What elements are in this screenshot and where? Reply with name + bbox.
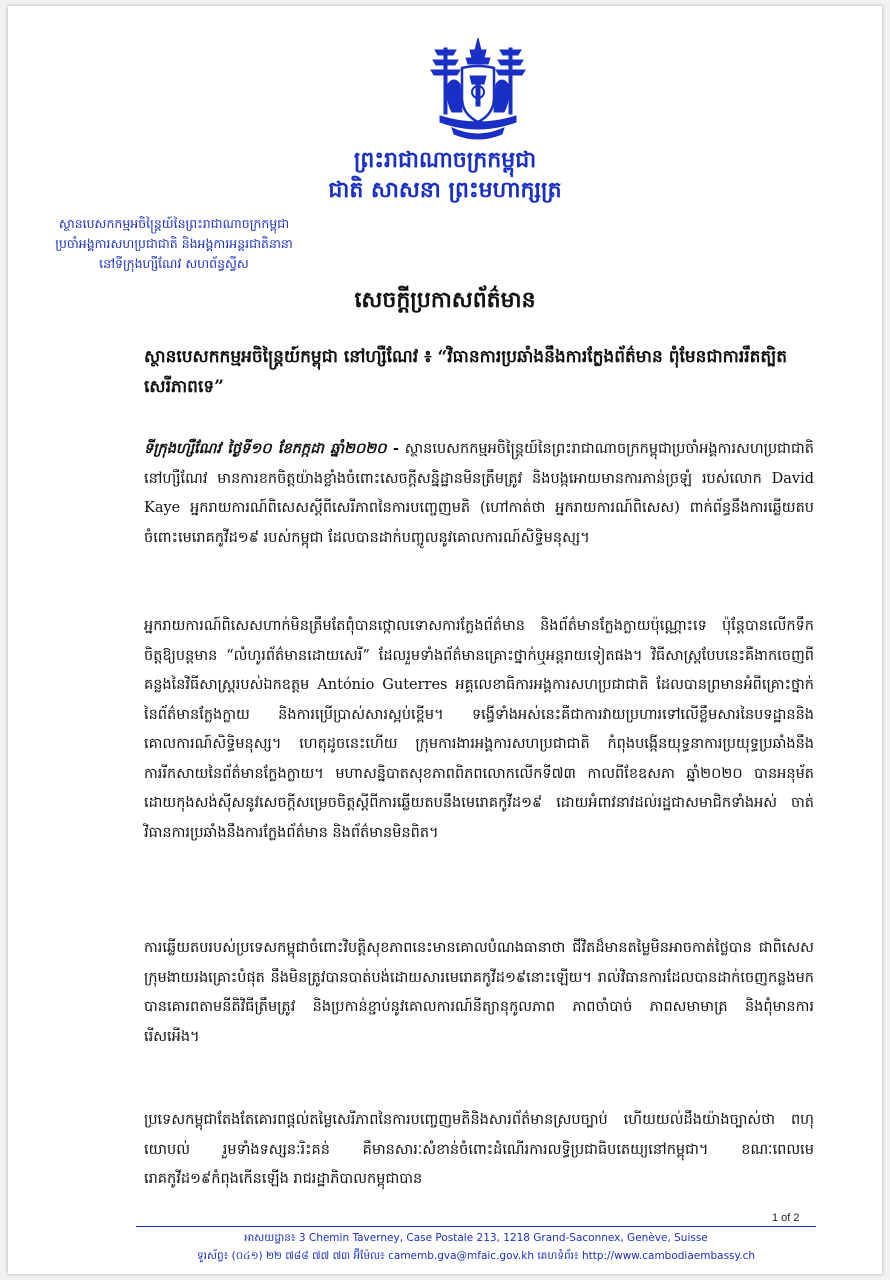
footer-contact: ទូរស័ព្ទ៖ (០៤១) ២២ ៧៨៨ ៧៧ ៧៣ អ៊ីម៉ែល៖ camemb.gva@mfaic.gov.kh គេហទំព័រ៖ http://www.cambodiaembassy.ch	[197, 1250, 755, 1262]
footer-address: អាសយដ្ឋាន៖ 3 Chemin Taverney, Case Postale 213, 1218 Grand-Saconnex, Genève, Suisse	[244, 1232, 708, 1244]
body-paragraph	[144, 1106, 814, 1195]
national-motto: ជាតិ សាសនា ព្រះមហាក្សត្រ	[328, 177, 562, 203]
sender-line: ប្រចាំអង្គការសហប្រជាជាតិ និងអង្គការអន្តរជាតិនានា	[55, 236, 293, 251]
document-subject: ស្ថានបេសកកម្មអចិន្ត្រៃយ៍កម្ពុជា នៅហ្សឺណែវ ៖ “វិធានការប្រឆាំងនឹងការក្លែងព័ត៌មាន ពុំមែនជាការរឹតត្បិតសេរីភាពទេ”	[144, 347, 788, 397]
document-title: សេចក្តីប្រកាសព័ត៌មាន	[354, 287, 536, 313]
body-paragraph	[144, 934, 814, 1052]
paragraph-text: អ្នករាយការណ៍ពិសេសហាក់មិនត្រឹមតែពុំបានថ្កោលទោសការក្លែងព័ត៌មាន និងព័ត៌មានក្លែងក្លាយប៉ុណ្ណោះទេ ប៉ុន្តែបានលើកទឹកចិត្តឱ្យបន្តមាន “លំហូរព័ត៌មានដោយសេរី” ដែលរួមទាំងព័ត៌មានគ្រោះថ្នាក់ឬអន្តរាយទៀតផង។ វិធីសាស្ត្របែបនេះគឺងាកចេញពីគន្លងនៃវិធីសាស្ត្ររបស់ឯកឧត្តម António Guterres អគ្គលេខាធិការអង្គការសហប្រជាជាតិ ដែលបានព្រមានអំពីគ្រោះថ្នាក់នៃព័ត៌មានក្លែងក្លាយ និងការប្រើប្រាស់សារស្អប់ខ្ពើម។ ទង្វើទាំងអស់នេះគឺជាការវាយប្រហារទៅលើខ្លឹមសារនៃបទដ្ឋាននិងគោលការណ៍សិទ្ធិមនុស្ស។ ហេតុដូចនេះហើយ ក្រុមការងារអង្គការសហប្រជាជាតិ កំពុងបង្កើនយុទ្ធនាការប្រយុទ្ធប្រឆាំងនឹងការរីកសាយនៃព័ត៌មានក្លែងក្លាយ។ មហាសន្និបាតសុខភាពពិភពលោកលើកទី៧៣ កាលពីខែឧសភា ឆ្នាំ២០២០ បានអនុម័តដោយកុងសង់ស៊ីសនូវសេចក្តីសម្រេចចិត្តស្តីពីការឆ្លើយតបនឹងមេរោគកូវីដ១៩ ដោយអំពាវនាវដល់រដ្ឋជាសមាជិកទាំងអស់ ចាត់វិធានការប្រឆាំងនឹងការក្លែងព័ត៌មាន និងព័ត៌មានមិនពិត។	[144, 618, 814, 841]
paragraph-text: ការឆ្លើយតបរបស់ប្រទេសកម្ពុជាចំពោះវិបត្តិសុខភាពនេះមានគោលបំណងធានាថា ជីវិតដ៏មានតម្លៃមិនអាចកាត់ថ្លៃបាន ជាពិសេសក្រុមងាយរងគ្រោះបំផុត នឹងមិនត្រូវបានបាត់បង់ដោយសារមេរោគកូវីដ១៩នោះឡើយ។ រាល់វិធានការដែលបានដាក់ចេញកន្លងមក បានគោរពតាមនីតិវិធីត្រឹមត្រូវ និងប្រកាន់ខ្ជាប់នូវគោលការណ៍នីត្យានុកូលភាព ភាពចាំបាច់ ភាពសមាមាត្រ និងពុំមានការរើសអើង។	[144, 940, 814, 1045]
page-number: 1 of 2	[772, 1212, 800, 1224]
paragraph-text: ស្ថានបេសកកម្មអចិន្ត្រៃយ៍នៃព្រះរាជាណាចក្រកម្ពុជាប្រចាំអង្គការសហប្រជាជាតិ នៅហ្សឺណែវ មានការខកចិត្តយ៉ាងខ្លាំងចំពោះសេចក្តីសន្និដ្ឋានមិនត្រឹមត្រូវ និងបង្កអោយមានការភាន់ច្រឡំ របស់លោក David Kaye អ្នករាយការណ៍ពិសេសស្តីពីសេរីភាពនៃការបញ្ចេញមតិ (ហៅកាត់ថា អ្នករាយការណ៍ពិសេស) ពាក់ព័ន្ធនឹងការឆ្លើយតបចំពោះមេរោគកូវីដ១៩ របស់កម្ពុជា ដែលបានដាក់បញ្ចូលនូវគោលការណ៍សិទ្ធិមនុស្ស។	[144, 441, 814, 546]
body-paragraph	[144, 612, 814, 848]
sender-block	[26, 214, 322, 274]
kingdom-name: ព្រះរាជាណាចក្រកម្ពុជា	[353, 147, 537, 173]
letter-page	[8, 6, 882, 1274]
dateline: ទីក្រុងហ្សឺណែវ ថ្ងៃទី១០ ខែកក្កដា ឆ្នាំ២០២០ -	[144, 440, 399, 457]
body-paragraph	[144, 434, 814, 553]
footer-divider	[136, 1226, 816, 1227]
sender-line: នៅទីក្រុងហ្សឺណែវ សហព័ន្ធស្វីស	[99, 256, 249, 271]
sender-line: ស្ថានបេសកកម្មអចិន្ត្រៃយ៍នៃព្រះរាជាណាចក្រកម្ពុជា	[58, 216, 290, 231]
royal-coat-of-arms-emblem	[426, 36, 530, 146]
paragraph-text: ប្រទេសកម្ពុជាតែងតែគោរពផ្តល់តម្លៃសេរីភាពនៃការបញ្ចេញមតិនិងសារព័ត៌មានស្របច្បាប់ ហើយយល់ដឹងយ៉ាងច្បាស់ថា ពហុយោបល់ រួមទាំងទស្សនៈរិះគន់ គឺមានសារៈសំខាន់ចំពោះដំណើរការលទ្ធិប្រជាធិបតេយ្យនៅកម្ពុជា។ ខណៈពេលមេរោគកូវីដ១៩កំពុងកើនឡើង រាជរដ្ឋាភិបាលកម្ពុជាបាន	[144, 1112, 814, 1187]
